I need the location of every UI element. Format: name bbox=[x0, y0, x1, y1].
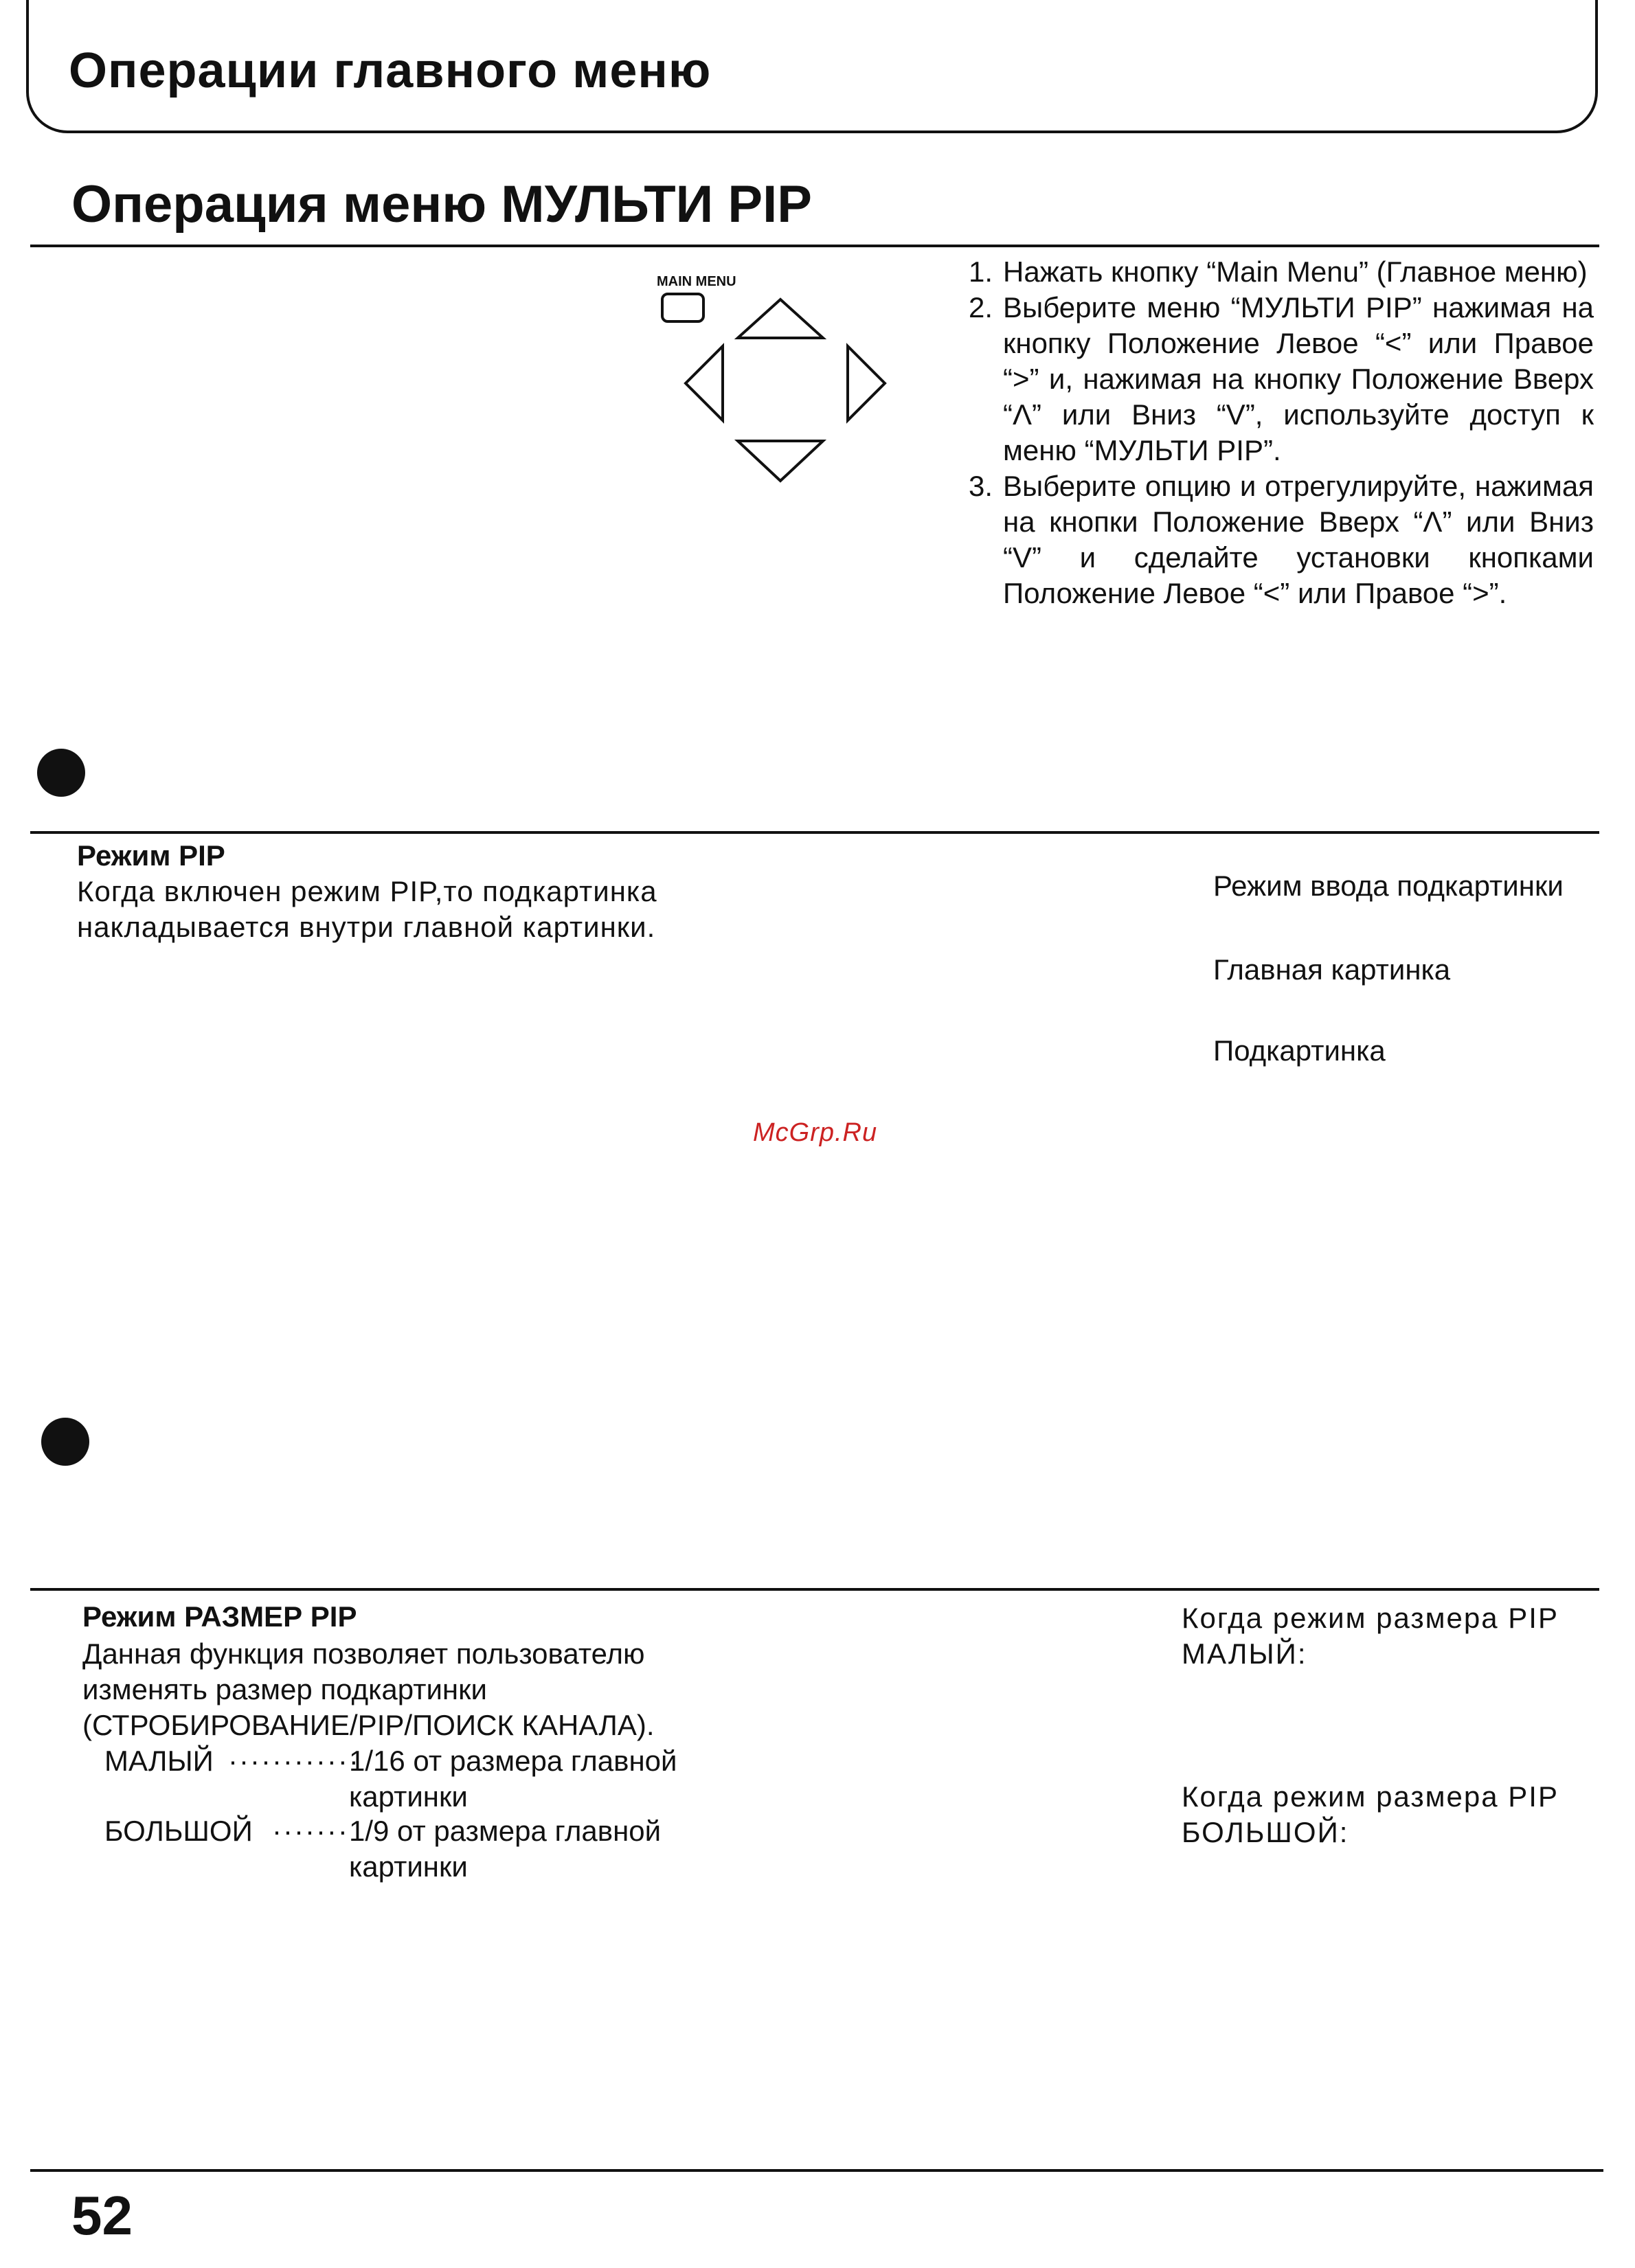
option-name: БОЛЬШОЙ bbox=[104, 1815, 253, 1847]
step-text: Выберите меню “МУЛЬТИ PIP” нажимая на кнопку Положение Левое “<” или Правое “>” и, нажимая на кнопку Положение Вверх “Λ” или Вниз “V”, используйте доступ к меню “МУЛЬТИ PIP”. bbox=[1003, 291, 1594, 466]
description-line: (СТРОБИРОВАНИЕ/PIP/ПОИСК КАНАЛА). bbox=[82, 1709, 655, 1741]
main-menu-button-icon bbox=[662, 294, 703, 321]
option-name: МАЛЫЙ bbox=[104, 1745, 214, 1777]
section-divider bbox=[30, 1588, 1599, 1591]
footer-divider bbox=[30, 2169, 1603, 2172]
chapter-title: Операции главного меню bbox=[69, 43, 712, 98]
step-text: Выберите опцию и отрегулируйте, нажимая на кнопки Положение Вверх “Λ” или Вниз “V” и сделайте установки кнопками Положение Левое “<” или Правое “>”. bbox=[1003, 470, 1594, 609]
pip-mode-description bbox=[77, 874, 764, 945]
pip-size-heading: Режим РАЗМЕР PIP bbox=[82, 1600, 357, 1633]
size-option-small bbox=[0, 1743, 756, 1819]
section-divider bbox=[30, 245, 1599, 247]
bullet-dot bbox=[37, 749, 85, 797]
arrow-right-icon bbox=[848, 346, 885, 420]
arrow-down-icon bbox=[738, 441, 823, 481]
description-line: накладывается внутри главной картинки. bbox=[77, 911, 656, 943]
label-small-size bbox=[1182, 1600, 1601, 1672]
label-line: МАЛЫЙ: bbox=[1182, 1637, 1307, 1670]
remote-buttons-svg bbox=[653, 273, 893, 493]
step-item bbox=[969, 468, 1594, 611]
step-text: Нажать кнопку “Main Menu” (Главное меню) bbox=[1003, 256, 1588, 288]
main-menu-label: MAIN MENU bbox=[657, 274, 736, 289]
label-main-picture: Главная картинка bbox=[1213, 953, 1451, 986]
label-line: Когда режим размера PIP bbox=[1182, 1780, 1559, 1813]
option-value bbox=[349, 1813, 734, 1885]
pip-mode-heading: Режим PIP bbox=[77, 839, 225, 872]
arrow-up-icon bbox=[738, 299, 823, 338]
step-item bbox=[969, 254, 1594, 290]
size-option-large bbox=[0, 1813, 756, 1889]
page-number: 52 bbox=[71, 2185, 133, 2246]
instruction-steps bbox=[969, 254, 1594, 611]
label-sub-picture: Подкартинка bbox=[1213, 1034, 1386, 1067]
description-line: изменять размер подкартинки bbox=[82, 1673, 487, 1705]
pip-size-description bbox=[82, 1636, 714, 1743]
step-number: 1. bbox=[969, 256, 993, 288]
section-divider bbox=[30, 831, 1599, 834]
label-line: Когда режим размера PIP bbox=[1182, 1602, 1559, 1634]
description-line: Данная функция позволяет пользователю bbox=[82, 1637, 645, 1670]
option-value-line: 1/9 от размера главной bbox=[349, 1815, 662, 1847]
remote-buttons-diagram bbox=[653, 273, 893, 493]
label-line: БОЛЬШОЙ: bbox=[1182, 1816, 1349, 1848]
step-number: 2. bbox=[969, 291, 993, 324]
option-value-line: 1/16 от размера главной bbox=[349, 1745, 677, 1777]
section-title: Операция меню МУЛЬТИ PIP bbox=[71, 175, 812, 234]
bullet-dot bbox=[41, 1418, 89, 1466]
watermark: McGrp.Ru bbox=[753, 1118, 878, 1147]
step-number: 3. bbox=[969, 470, 993, 502]
label-large-size bbox=[1182, 1779, 1601, 1850]
option-leader-dots: ······· bbox=[272, 1815, 349, 1847]
option-value bbox=[349, 1743, 734, 1815]
arrow-left-icon bbox=[686, 346, 723, 420]
option-leader-dots: ············ bbox=[228, 1745, 360, 1777]
label-input-mode: Режим ввода подкартинки bbox=[1213, 870, 1564, 902]
step-item bbox=[969, 290, 1594, 468]
option-value-line: картинки bbox=[349, 1850, 468, 1883]
option-value-line: картинки bbox=[349, 1780, 468, 1813]
description-line: Когда включен режим PIP,то подкартинка bbox=[77, 875, 657, 907]
